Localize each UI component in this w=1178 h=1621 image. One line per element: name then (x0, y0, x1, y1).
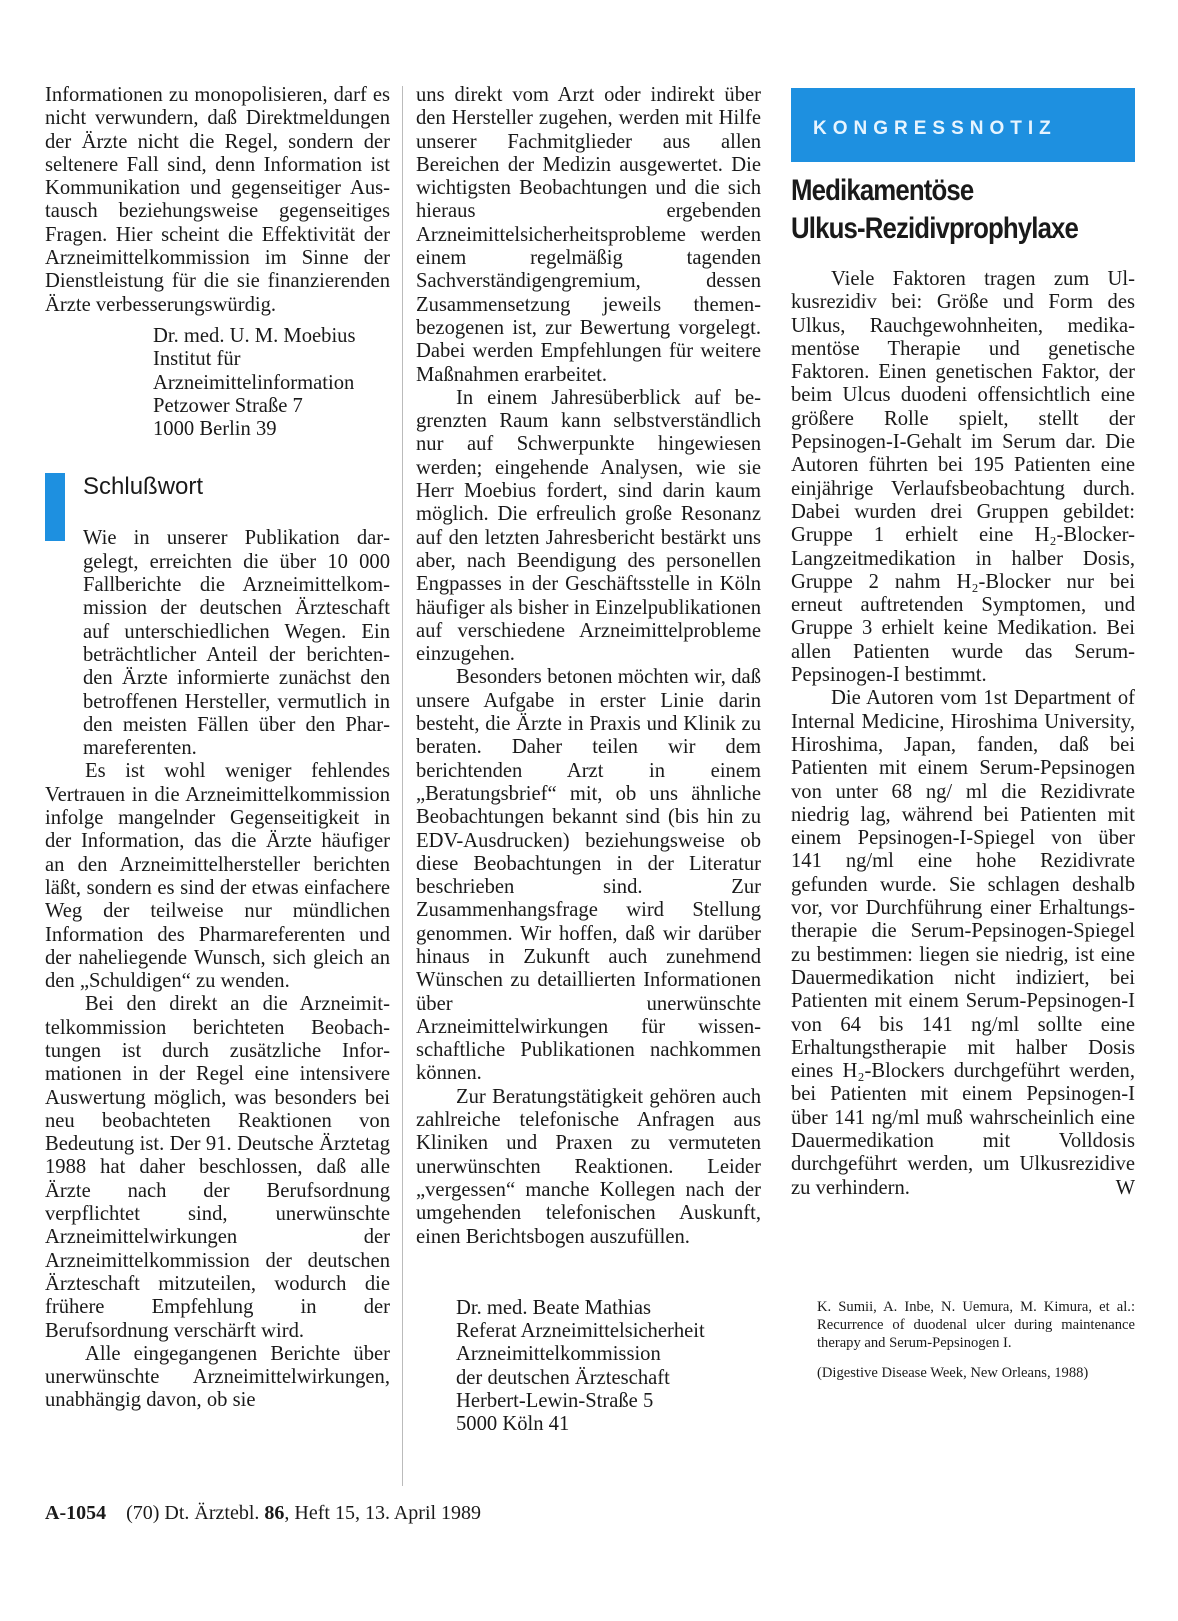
paragraph: uns direkt vom Arzt oder indirekt über den Hersteller zugehen, werden mit Hilfe unserer Fachmitglieder aus allen Bereichen der Medizin ausgewertet. Die wichtigsten Beobachtungen und die sich hieraus ergebenden Arzneimittelsicherheitsprobleme werden einem regelmäßig tagenden Sachverständigengremium, dessen Zusammensetzung jeweils themenbezogenen ist, zur Bewertung vorgelegt. Dabei werden Empfehlungen für weitere Maßnahmen erarbeitet. (416, 84, 761, 386)
signature-line: 1000 Berlin 39 (153, 418, 277, 441)
headline-line: Medikamentöse (791, 174, 974, 207)
signature-line: 5000 Köln 41 (456, 1413, 570, 1436)
signature-line: Arzneimittelinformation (153, 371, 355, 394)
column-1 (45, 84, 390, 1413)
paragraph: In einem Jahresüberblick auf begrenzten Raum kann selbstverständlich nur auf Schwerpunkte hingewiesen werden; eingehende Analysen, wie sie Herr Moebius fordert, sind darin kaum möglich. Die erfreulich große Resonanz auf den letzten Jahresbericht bestärkt uns aber, nach Beendigung des personellen Engpasses in der Geschäftsstelle in Köln häufiger als bisher in Einzelpublikationen auf verschiedene Arzneimittelprobleme einzugehen. (416, 386, 761, 666)
signature-line: Dr. med. U. M. Moebius (153, 324, 356, 347)
section-banner (791, 88, 1135, 162)
volume: 86 (264, 1502, 285, 1524)
column-rule (402, 86, 403, 1486)
signature-line: Institut für (153, 348, 241, 371)
author-signature (456, 1297, 761, 1437)
article-headline (791, 172, 1135, 248)
signature-line: Referat Arzneimittelsicherheit (456, 1320, 705, 1343)
paragraph: Besonders betonen möchten wir, daß unsere Aufgabe in erster Linie darin besteht, die Ärzte in Praxis und Klinik zu beraten. Daher teilen wir dem berichtenden Arzt in einem „Beratungsbrief“ mit, ob uns ähnliche Beobachtungen bekannt sind (bis hin zu EDV-Ausdrucken) beziehungsweise ob diese Beobachtungen in der Literatur beschrieben sind. Zur Zusammenhangsfrage wird Stellung genommen. Wir hoffen, daß wir darüber hinaus in Zukunft auch zunehmend Wünschen zu detaillierten Informationen über unerwünschte Arzneimittelwirkungen für wissenschaftliche Publikationen nachkommen können. (416, 666, 761, 1085)
signature-line: Arzneimittelkommission (456, 1343, 661, 1366)
signature-line: Petzower Straße 7 (153, 394, 303, 417)
paragraph: Es ist wohl weniger fehlendes Vertrauen in die Arzneimittelkommission infolge mangelnder Gegenseitigkeit in der Information, das die Ärzte häufiger an den Arzneimittelhersteller berichten läßt, sondern es sind der etwas einfachere Weg der teilweise nur mündlichen Information des Pharmareferenten und der naheliegende Wunsch, sich gleich an den „Schuldigen“ zu wenden. (45, 760, 390, 993)
reference-source: (Digestive Disease Week, New Orleans, 1988) (817, 1364, 1089, 1381)
banner-label: KONGRESSNOTIZ (813, 118, 1057, 139)
reference (817, 1298, 1135, 1382)
paragraph: Informationen zu monopolisieren, darf es nicht verwundern, daß Direktmeldungen der Ärzte nicht die Regel, sondern der seltenere Fall sind, denn Information ist Kommunikation und gegenseitiger Austausch beziehungsweise gegenseitiges Fragen. Hier scheint die Effektivität der Arzneimittelkommission im Sinne der Dienstleistung für die sie finanzierenden Ärzte verbesserungswürdig. (45, 84, 390, 316)
reference-citation: K. Sumii, A. Inbe, N. Uemura, M. Kimura, et al.: Recurrence of duodenal ulcer during maintenance therapy and Serum-Pepsinogen I. (817, 1298, 1135, 1351)
paragraph: Zur Beratungstätigkeit gehören auch zahlreiche telefonische Anfragen aus Kliniken und Praxen zu vermuteten unerwünschten Reaktionen. Leider „vergessen“ manche Kollegen nach der umgehenden telefonischen Auskunft, einen Berichtsbogen auszufüllen. (416, 1085, 761, 1248)
section-marker (45, 473, 65, 541)
headline-line: Ulkus-Rezidivprophylaxe (791, 212, 1079, 245)
section-title: Schlußwort (83, 473, 204, 501)
paragraph: Alle eingegangenen Berichte über unerwünschte Arzneimittelwirkungen, unabhängig davon, ob sie (45, 1342, 390, 1412)
page-footer (45, 1502, 481, 1525)
section-header (45, 473, 390, 527)
signature-line: Herbert-Lewin-Straße 5 (456, 1390, 654, 1413)
paragraph (791, 687, 1135, 1200)
author-initial: W (1115, 1176, 1135, 1199)
column-3 (791, 88, 1135, 1394)
signature-line: Dr. med. Beate Mathias (456, 1296, 652, 1319)
signature-line: der deutschen Ärzteschaft (456, 1366, 670, 1389)
citation: (70) Dt. Ärztebl. (126, 1502, 260, 1524)
paragraph: Wie in unserer Publikation dargelegt, erreichten die über 10 000 Fallberichte die Arzneimittelkommission der deutschen Ärzteschaft auf unterschiedlichen Wegen. Ein beträchtlicher Anteil der berichtenden Ärzte informierte zunächst den betroffenen Hersteller, vermutlich in den meisten Fällen über den Pharmareferenten. (83, 527, 390, 760)
citation-issue: , Heft 15, 13. April 1989 (284, 1502, 482, 1524)
paragraph-text: Die Autoren vom 1st Department of Internal Medicine, Hiroshima University, Hiroshima, Japan, fanden, daß bei Patienten mit einem Serum-Pepsinogen von unter 68 ng/ ml die Rezidivrate niedrig lag, während bei Patienten mit einem Pepsinogen-I-Spiegel von über 141 ng/ml eine hohe Rezidivrate gefunden wurde. Sie schlagen deshalb vor, vor Durchführung einer Erhaltungstherapie die Serum-Pepsinogen-Spiegel zu bestimmen: liegen sie niedrig, ist eine Dauermedikation nicht indiziert, bei Patienten mit einem Serum-Pepsinogen-I von 64 bis 141 ng/ml sollte eine Erhaltungstherapie mit halber Dosis eines H₂-Blockers durchgeführt werden, bei Patienten mit einem Pepsinogen-I über 141 ng/ml muß wahrscheinlich eine Dauermedikation mit Volldosis durchgeführt werden, um Ulkusrezidive zu verhindern. (791, 687, 1135, 1199)
paragraph: Viele Faktoren tragen zum Ulkusrezidiv bei: Größe und Form des Ulkus, Rauchgewohnheiten, medikamentöse Therapie und genetische Faktoren. Einen genetischen Faktor, der beim Ulcus duodeni offensichtlich eine größere Rolle spielt, stellt der Pepsinogen-I-Gehalt im Serum dar. Die Autoren führten bei 195 Patienten eine einjährige Verlaufsbeobachtung durch. Dabei wurden drei Gruppen gebildet: Gruppe 1 erhielt eine H₂-Blocker-Langzeitmedikation in halber Dosis, Gruppe 2 nahm H₂-Blocker nur bei erneut auftretenden Symptomen, und Gruppe 3 erhielt keine Medikation. Bei allen Patienten wurde das Serum-Pepsinogen-I bestimmt. (791, 268, 1135, 687)
column-2 (416, 84, 761, 1437)
page-number: A-1054 (45, 1502, 107, 1524)
author-signature (153, 325, 390, 441)
paragraph: Bei den direkt an die Arzneimittelkommission berichteten Beobachtungen ist durch zusätzliche Informationen in der Regel eine intensivere Auswertung möglich, was besonders bei neu beobachteten Reaktionen von Bedeutung ist. Der 91. Deutsche Ärztetag 1988 hat daher beschlossen, daß alle Ärzte nach der Berufsordnung verpflichtet sind, unerwünschte Arzneimittelwirkungen der Arzneimittelkommission der deutschen Ärzteschaft mitzuteilen, wodurch die frühere Empfehlung in der Berufsordnung verschärft wird. (45, 993, 390, 1342)
